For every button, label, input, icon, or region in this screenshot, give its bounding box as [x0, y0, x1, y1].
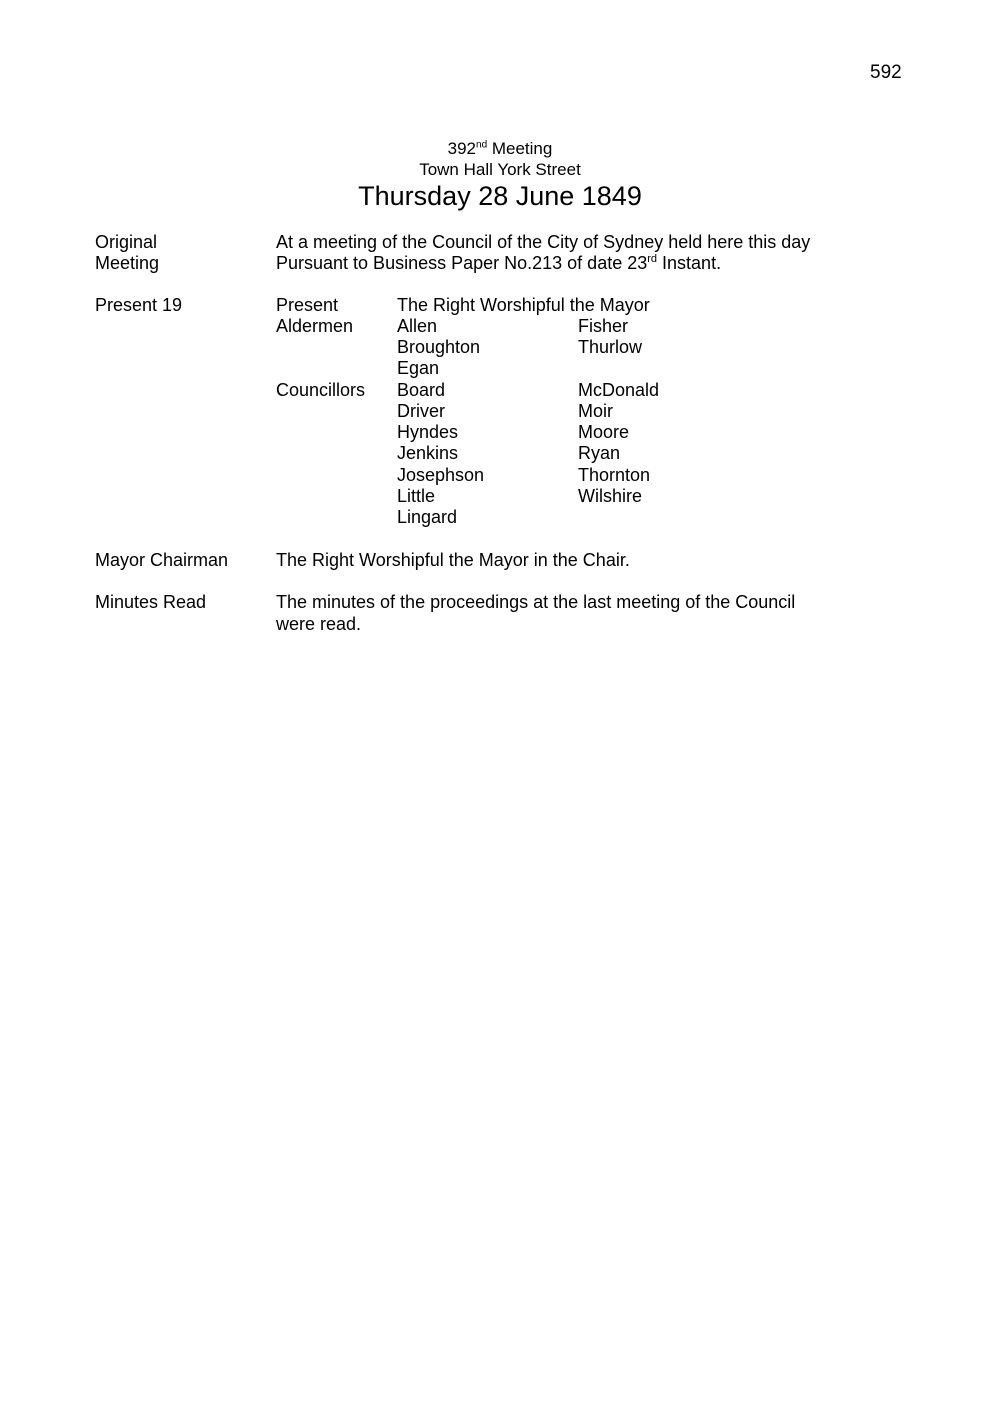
councillor-name: Wilshire	[578, 486, 643, 506]
original-meeting-text-line2	[276, 253, 721, 274]
alderman-name: Thurlow	[578, 337, 643, 357]
alderman-name: Fisher	[578, 316, 629, 336]
meeting-number-suffix: nd	[476, 139, 488, 151]
councillor-name: Board	[397, 380, 446, 400]
meeting-date: Thursday 28 June 1849	[358, 181, 642, 211]
mayor-chairman-label: Mayor Chairman	[95, 550, 229, 570]
minutes-read-text-line1: The minutes of the proceedings at the last meeting of the Council	[276, 592, 796, 612]
meeting-number-value: 392	[447, 139, 477, 158]
page-number: 592	[870, 62, 902, 83]
meeting-word: Meeting	[487, 139, 553, 158]
councillor-name: Moore	[578, 422, 630, 442]
meeting-number	[0, 138, 1000, 159]
mayor-chairman-text: The Right Worshipful the Mayor in the Chair.	[276, 550, 630, 570]
councillor-name: Jenkins	[397, 443, 459, 463]
councillor-name: Thornton	[578, 465, 651, 485]
present-mayor: The Right Worshipful the Mayor	[397, 295, 650, 315]
original-meeting-label-line2: Meeting	[95, 253, 160, 273]
present-count-label: Present 19	[95, 295, 183, 315]
aldermen-label: Aldermen	[276, 316, 354, 336]
councillor-name: Hyndes	[397, 422, 459, 442]
councillor-name: Josephson	[397, 465, 485, 485]
ordinal-suffix: rd	[647, 253, 658, 265]
original-meeting-text-line2-pre: Pursuant to Business Paper No.213 of date 23	[276, 253, 648, 273]
original-meeting-text-line2-post: Instant.	[657, 253, 722, 273]
alderman-name: Broughton	[397, 337, 481, 357]
alderman-name: Egan	[397, 358, 440, 378]
original-meeting-text-line1: At a meeting of the Council of the City of Sydney held here this day	[276, 232, 811, 252]
councillor-name: Ryan	[578, 443, 621, 463]
meeting-venue: Town Hall York Street	[419, 160, 581, 179]
present-word: Present	[276, 295, 339, 315]
councillor-name: Lingard	[397, 507, 458, 527]
councillor-name: Driver	[397, 401, 445, 421]
councillor-name: McDonald	[578, 380, 660, 400]
minutes-read-label: Minutes Read	[95, 592, 207, 612]
original-meeting-label-line1: Original	[95, 232, 158, 252]
minutes-read-text-line2: were read.	[276, 614, 362, 634]
councillor-name: Moir	[578, 401, 613, 421]
councillor-name: Little	[397, 486, 436, 506]
alderman-name: Allen	[397, 316, 438, 336]
councillors-label: Councillors	[276, 380, 366, 400]
